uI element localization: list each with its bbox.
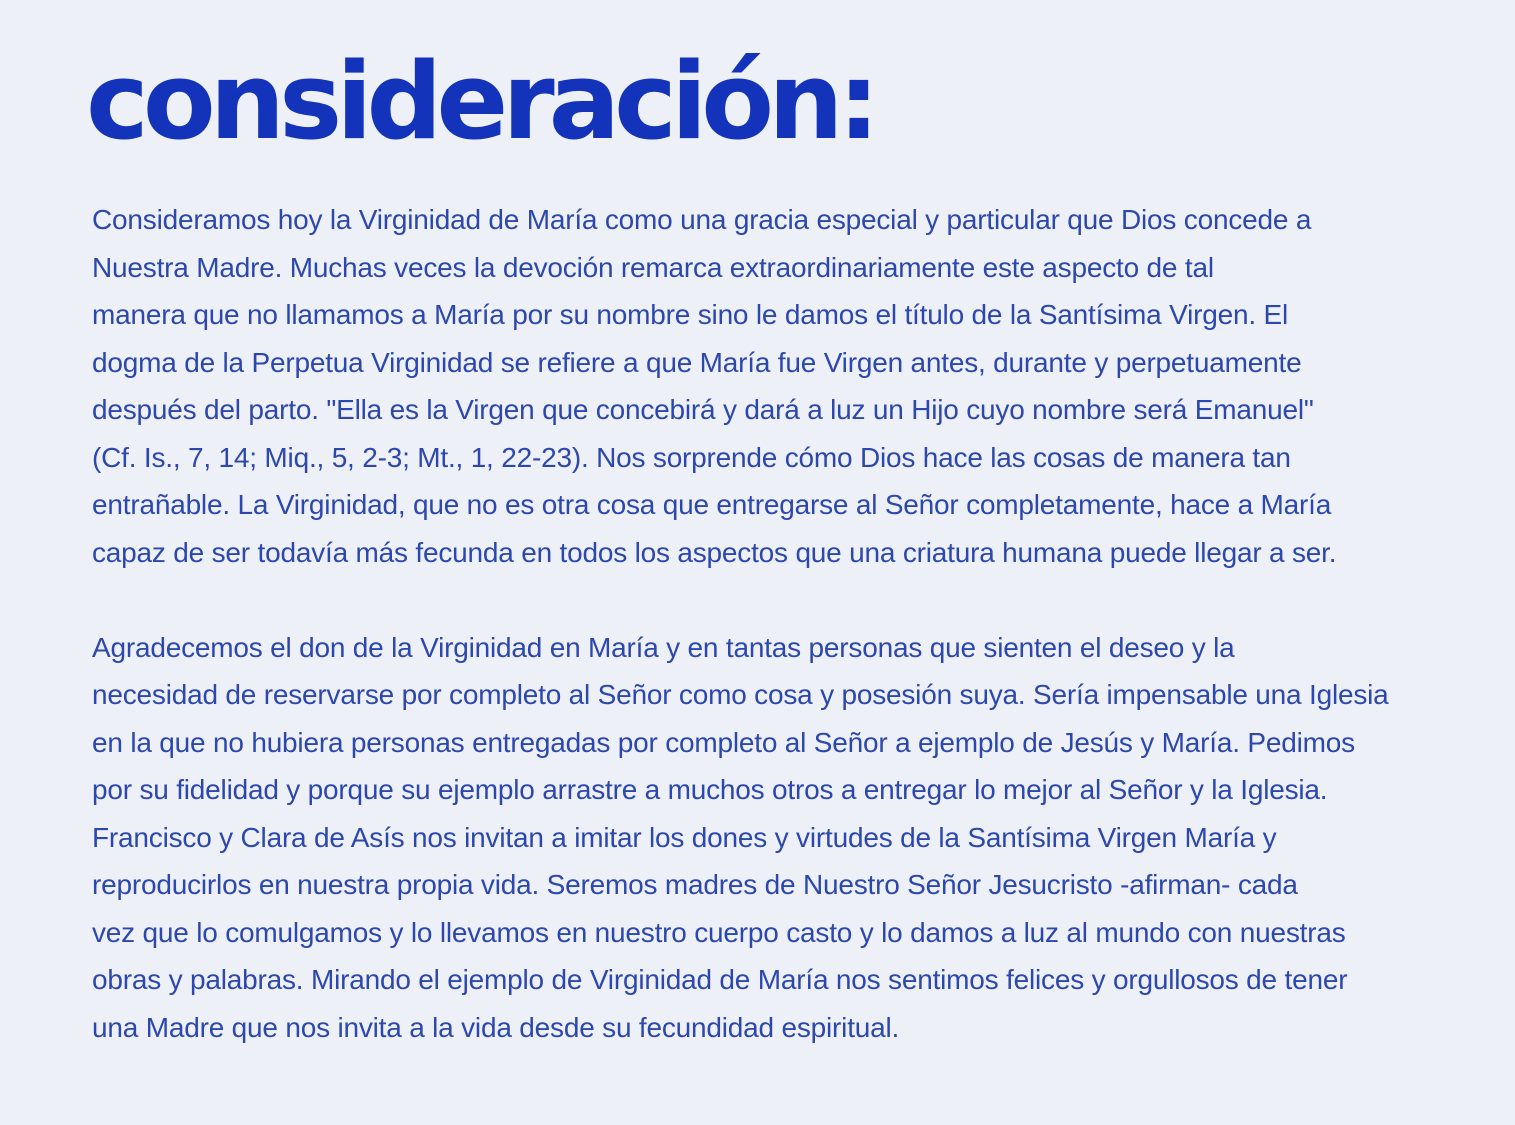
page-title: consideración:	[86, 40, 874, 163]
text-line: después del parto. "Ella es la Virgen que concebirá y dará a luz un Hijo cuyo nombre será Emanuel"	[92, 394, 1314, 425]
text-line: reproducirlos en nuestra propia vida. Seremos madres de Nuestro Señor Jesucristo -afirman- cada	[92, 869, 1298, 900]
paragraph-agradecemos	[92, 624, 1442, 1052]
text-line: una Madre que nos invita a la vida desde su fecundidad espiritual.	[92, 1011, 900, 1043]
text-line: necesidad de reservarse por completo al Señor como cosa y posesión suya. Sería impensable una Iglesia	[92, 679, 1389, 710]
text-line: Consideramos hoy la Virginidad de María como una gracia especial y particular que Dios concede a	[92, 204, 1312, 235]
text-line: dogma de la Perpetua Virginidad se refiere a que María fue Virgen antes, durante y perpetuamente	[92, 346, 1302, 378]
text-line: por su fidelidad y porque su ejemplo arrastre a muchos otros a entregar lo mejor al Señor y la Iglesia.	[92, 774, 1328, 805]
text-line: (Cf. Is., 7, 14; Miq., 5, 2-3; Mt., 1, 22-23). Nos sorprende cómo Dios hace las cosas de manera tan	[92, 441, 1291, 473]
text-line: entrañable. La Virginidad, que no es otra cosa que entregarse al Señor completamente, hace a María	[92, 489, 1332, 520]
text-line: Francisco y Clara de Asís nos invitan a imitar los dones y virtudes de la Santísima Virgen María y	[92, 821, 1277, 853]
text-line: Nuestra Madre. Muchas veces la devoción remarca extraordinariamente este aspecto de tal	[92, 251, 1214, 283]
body-text	[92, 196, 1442, 1051]
text-line: en la que no hubiera personas entregadas por completo al Señor a ejemplo de Jesús y María. Pedimos	[92, 726, 1355, 758]
text-line: Agradecemos el don de la Virginidad en María y en tantas personas que sienten el deseo y la	[92, 631, 1235, 663]
text-line: vez que lo comulgamos y lo llevamos en nuestro cuerpo casto y lo damos a luz al mundo con nuestras	[92, 916, 1346, 948]
text-line: capaz de ser todavía más fecunda en todos los aspectos que una criatura humana puede llegar a ser.	[92, 536, 1337, 568]
text-line: obras y palabras. Mirando el ejemplo de Virginidad de María nos sentimos felices y orgullosos de tener	[92, 964, 1348, 995]
text-line: manera que no llamamos a María por su nombre sino le damos el título de la Santísima Virgen. El	[92, 299, 1288, 330]
paragraph-consideracion	[92, 196, 1442, 576]
